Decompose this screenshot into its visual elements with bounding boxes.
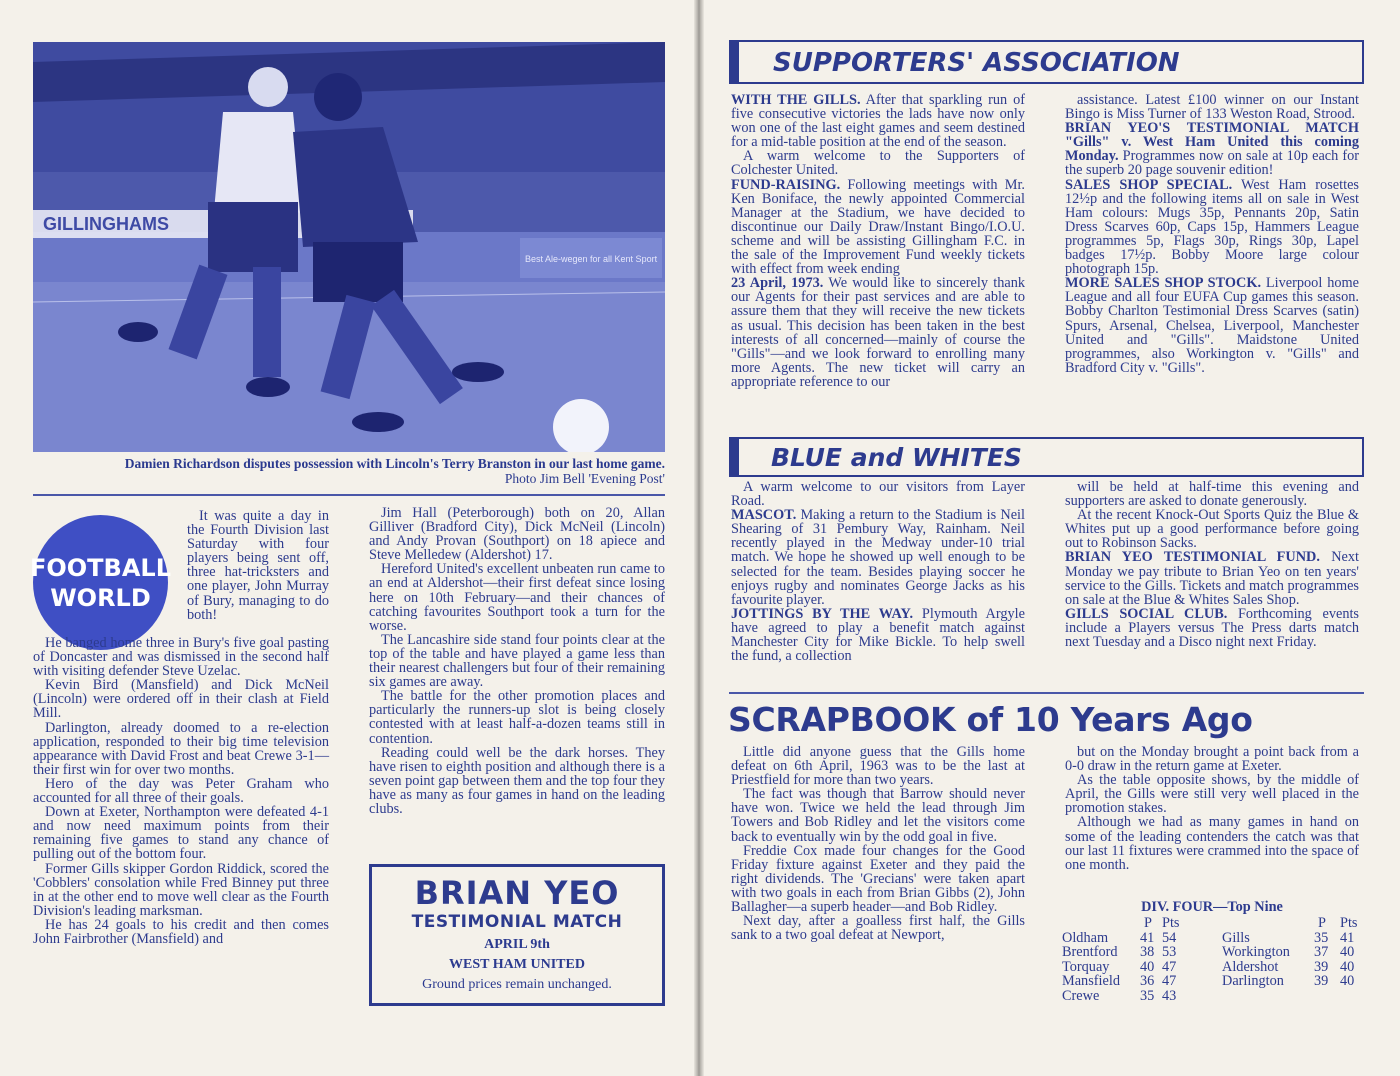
paragraph	[1065, 550, 1359, 606]
paragraph-lead: 23 April, 1973.	[731, 275, 824, 292]
cell-pts: 40	[1340, 973, 1355, 989]
paragraph	[1065, 607, 1359, 649]
match-photo	[33, 42, 665, 452]
bw-heading-box	[729, 437, 1364, 477]
bw-column-1	[731, 480, 1025, 663]
hoarding-right: Best Ale-wegen for all Kent Sport	[525, 254, 658, 264]
paragraph: The battle for the other promotion places and particularly the runners-up slot is being closely contested with at least half-a-dozen teams still in contention.	[369, 688, 665, 747]
cell-p: 37	[1314, 944, 1329, 960]
paragraph-text: Liverpool home League and all four EUFA Cup games this season. Bobby Charlton Testimonial Dress Scarves (satin) Spurs, Arsenal, Chelsea, Liverpool, Manchester United and "Gills". Maidstone United programmes, also Workington v. "Gills" and Bradford City v. "Gills".	[1065, 275, 1359, 376]
ad-note: Ground prices remain unchanged.	[422, 977, 612, 992]
paragraph-lead: SALES SHOP SPECIAL.	[1065, 176, 1233, 193]
paragraph	[731, 480, 1025, 508]
table-row	[1062, 931, 1197, 946]
left-page	[0, 0, 698, 1076]
heading-bar	[731, 42, 739, 82]
supporters-heading-box	[729, 40, 1364, 84]
paragraph-lead: FUND-RAISING.	[731, 176, 841, 193]
paragraph: He has 24 goals to his credit and then comes John Fairbrother (Mansfield) and	[33, 916, 329, 947]
header-p: P	[1144, 915, 1152, 931]
paragraph: He banged home three in Bury's five goal pasting of Doncaster and was dismissed in the second half with visiting defender Steve Uzelac.	[33, 635, 329, 680]
hoarding-left: GILLINGHAMS	[43, 214, 169, 234]
divider	[33, 494, 665, 496]
table-header	[1222, 916, 1362, 931]
cell-p: 36	[1140, 973, 1155, 989]
paragraph-text: A warm welcome to the Supporters of Colchester United.	[731, 148, 1025, 179]
table-row	[1062, 974, 1197, 989]
bw-heading: BLUE and WHITES	[771, 443, 1022, 472]
table-row	[1222, 931, 1362, 946]
paragraph-lead: BRIAN YEO'S TESTIMONIAL MATCH "Gills" v. West Ham United this coming Monday.	[1065, 120, 1359, 165]
ad-date: APRIL 9th	[484, 937, 550, 952]
paragraph-text: Making a return to the Stadium is Neil Shearing of 31 Pembury Way, Rainham. Neil recently played in the Medway under-10 trial match. We hope he showed up well enough to be selected for the team. Besides playing soccer he enjoys rugby and nominates George Jacks as his favourite player.	[731, 507, 1025, 608]
paragraph	[731, 276, 1025, 389]
paragraph: Former Gills skipper Gordon Riddick, scored the 'Cobblers' consolation while Fred Binney put three in at the other end to move well clear as the Fourth Division's leading marksman.	[33, 860, 329, 919]
paragraph-lead: GILLS SOCIAL CLUB.	[1065, 605, 1228, 622]
paragraph-text: West Ham rosettes 12½p and the following items all on sale in West Ham colours: Mugs 35p, Pennants 20p, Satin Dress Scarves 60p, Caps 15p, Hammers League programmes 5p, Flags 30p, Rings 30p, Lapel badges 17½p. Bobby Moore large colour photograph 15p.	[1065, 176, 1359, 278]
photo-illustration	[33, 42, 665, 452]
paragraph: Hereford United's excellent unbeaten run came to an end at Aldershot—their first defeat since losing here on 10th February—and their chances of catching favourites Southport took a turn for the worse.	[369, 561, 665, 634]
left-column-1	[33, 636, 329, 946]
paragraph: Kevin Bird (Mansfield) and Dick McNeil (Lincoln) were ordered off in their clash at Field Mill.	[33, 677, 329, 722]
cell-pts: 40	[1340, 958, 1355, 975]
cell-p: 40	[1140, 958, 1155, 975]
table-row	[1062, 960, 1197, 975]
paragraph	[1065, 121, 1359, 177]
football-world-badge	[29, 515, 172, 650]
cell-team: Gills	[1222, 929, 1250, 946]
ad-title: BRIAN YEO	[414, 874, 620, 912]
paragraph: Little did anyone guess that the Gills home defeat on 6th April, 1963 was to be the last at Priestfield for more than two years.	[731, 744, 1025, 789]
paragraph-text: We would like to sincerely thank our Agents for their past services and are able to assure them that they will receive the new tickets as usual. This decision has been taken in the best interests of all concerned—mainly of course the "Gills"—and we look forward to enrolling many more Agents. The new ticket will carry an appropriate reference to our	[731, 275, 1025, 390]
league-table-left	[1062, 916, 1197, 1003]
cell-p: 39	[1314, 973, 1329, 989]
photo-caption	[33, 456, 665, 486]
paragraph-text: Following meetings with Mr. Ken Boniface, the newly appointed Commercial Manager at the Stadium, we have decided to discontinue our Daily Draw/Instant Bingo/I.O.U. scheme and will be assisting Gillingham F.C. in the sale of the Improvement Fund weekly tickets with effect from week ending	[731, 176, 1025, 278]
paragraph-text: A warm welcome to our visitors from Layer Road.	[731, 479, 1025, 510]
paragraph-text: Forthcoming events include a Players versus The Press darts match next Tuesday and a Disco night next Friday.	[1065, 605, 1359, 651]
paragraph-text: will be held at half-time this evening and supporters are asked to donate generously.	[1065, 479, 1359, 510]
col1-intro	[187, 509, 329, 622]
table-row	[1062, 945, 1197, 960]
paragraph	[731, 607, 1025, 663]
badge-line2: WORLD	[50, 583, 151, 612]
sa-column-1	[731, 93, 1025, 389]
ad-subtitle: TESTIMONIAL MATCH	[411, 912, 623, 932]
paragraph-lead: JOTTINGS BY THE WAY.	[731, 605, 914, 622]
paragraph: Jim Hall (Peterborough) both on 20, Allan Gilliver (Bradford City), Dick McNeil (Lincoln) and Andy Provan (Southport) on 18 apiece and Steve Melledew (Aldershot) 17.	[369, 505, 665, 564]
cell-pts: 54	[1162, 929, 1177, 946]
header-p: P	[1318, 915, 1326, 931]
table-row	[1062, 989, 1197, 1004]
page-fold	[694, 0, 704, 1076]
paragraph: Although we had as many games in hand on some of the leading contenders the catch was that our last 11 fixtures were crammed into the space of one month.	[1065, 814, 1359, 873]
table-header	[1062, 916, 1197, 931]
cell-team: Torquay	[1062, 958, 1110, 975]
cell-team: Crewe	[1062, 987, 1100, 1004]
table-row	[1222, 945, 1362, 960]
cell-p: 38	[1140, 944, 1155, 960]
league-table-right	[1222, 916, 1362, 989]
divider	[729, 692, 1364, 694]
scrapbook-heading: SCRAPBOOK of 10 Years Ago	[728, 700, 1253, 739]
paragraph-text: Next Monday we pay tribute to Brian Yeo on ten years' service to the Gills. Tickets and match programmes on sale at the Blue & Whites Sales Shop.	[1065, 549, 1359, 608]
cell-p: 35	[1314, 929, 1329, 946]
paragraph: The Lancashire side stand four points clear at the top of the table and have played a game less than their nearest challengers but four of their remaining six games are away.	[369, 631, 665, 691]
cell-pts: 41	[1340, 929, 1355, 946]
badge-line1: FOOTBALL	[29, 553, 172, 582]
sa-column-2	[1065, 93, 1359, 375]
cell-team: Oldham	[1062, 929, 1109, 946]
paragraph	[731, 149, 1025, 177]
paragraph: Down at Exeter, Northampton were defeated 4-1 and now need maximum points from their remaining five games to stand any chance of pulling out of the bottom four.	[33, 804, 329, 863]
ad-opponent: WEST HAM UNITED	[449, 957, 585, 972]
cell-team: Workington	[1222, 944, 1290, 960]
paragraph: Freddie Cox made four changes for the Good Friday fixture against Exeter and they paid the right dividends. The 'Grecians' were taken apart with two goals in each from Brian Gibbs (2), John Ballagher—a superb header—and Bob Ridley.	[731, 842, 1025, 916]
paragraph-lead: WITH THE GILLS.	[731, 92, 861, 108]
paragraph-text: Plymouth Argyle have agreed to play a benefit match against Manchester City for Mike Bickle. To help swell the fund, a collection	[731, 605, 1025, 665]
cell-pts: 53	[1162, 944, 1177, 960]
cell-pts: 47	[1162, 973, 1177, 989]
cell-p: 35	[1140, 987, 1155, 1004]
paragraph	[1065, 276, 1359, 375]
paragraph	[1065, 178, 1359, 277]
right-page	[700, 0, 1400, 1076]
paragraph: Hero of the day was Peter Graham who accounted for all three of their goals.	[33, 775, 329, 807]
paragraph	[1065, 93, 1359, 121]
intro-paragraph: It was quite a day in the Fourth Division last Saturday with four players being sent off, three hat-tricksters and one player, John Murray of Bury, managing to do both!	[187, 508, 329, 623]
paragraph-text: At the recent Knock-Out Sports Quiz the Blue & Whites put up a good performance before going out to Robinson Sacks.	[1065, 507, 1359, 552]
paragraph: but on the Monday brought a point back from a 0-0 draw in the return game at Exeter.	[1065, 744, 1359, 775]
paragraph-text: assistance. Latest £100 winner on our Instant Bingo is Miss Turner of 133 Weston Road, Strood.	[1065, 92, 1359, 123]
paragraph	[731, 93, 1025, 149]
paragraph-text: After that sparkling run of five consecutive victories the lads have now only won one of the last eight games and seem destined for a mid-table position at the end of the season.	[731, 92, 1025, 151]
paragraph: Next day, after a goalless first half, the Gills sank to a two goal defeat at Newport,	[731, 913, 1025, 944]
photo-credit: Photo Jim Bell 'Evening Post'	[504, 471, 665, 486]
paragraph: The fact was though that Barrow should never have won. Twice we held the lead through Jim Towers and Bob Ridley and let the visitors come back to eventually win by the odd goal in five.	[731, 786, 1025, 845]
bw-column-2	[1065, 480, 1359, 649]
paragraph: Reading could well be the dark horses. They have risen to eighth position and although there is a seven point gap between them and the top four they have as many as four games in hand on the leading clubs.	[369, 744, 665, 817]
cell-p: 39	[1314, 958, 1329, 975]
cell-pts: 43	[1162, 987, 1177, 1004]
cell-pts: 40	[1340, 944, 1355, 960]
table-title: DIV. FOUR—Top Nine	[1141, 899, 1283, 915]
paragraph	[1065, 480, 1359, 508]
testimonial-ad	[369, 864, 665, 1006]
heading-bar	[731, 439, 739, 475]
sb-column-2	[1065, 745, 1359, 872]
header-pts: Pts	[1162, 915, 1180, 931]
cell-p: 41	[1140, 929, 1155, 946]
paragraph-text: Programmes now on sale at 10p each for the superb 20 page souvenir edition!	[1065, 148, 1359, 179]
paragraph: Darlington, already doomed to a re-election application, responded to their big time television appearance with David Frost and beat Crewe 3-1—their first win for over two months.	[33, 719, 329, 778]
supporters-heading: SUPPORTERS' ASSOCIATION	[773, 48, 1180, 78]
table-row	[1222, 960, 1362, 975]
paragraph-lead: MORE SALES SHOP STOCK.	[1065, 275, 1262, 292]
paragraph	[1065, 508, 1359, 550]
paragraph-lead: BRIAN YEO TESTIMONIAL FUND.	[1065, 549, 1320, 566]
caption-text: Damien Richardson disputes possession with Lincoln's Terry Branston in our last home game.	[124, 456, 665, 471]
sb-column-1	[731, 745, 1025, 942]
cell-team: Darlington	[1222, 973, 1284, 989]
table-row	[1222, 974, 1362, 989]
paragraph	[731, 178, 1025, 277]
paragraph: As the table opposite shows, by the middle of April, the Gills were still very well placed in the promotion stakes.	[1065, 772, 1359, 817]
header-pts: Pts	[1340, 915, 1358, 931]
cell-team: Brentford	[1062, 944, 1118, 960]
paragraph-lead: MASCOT.	[731, 507, 797, 524]
cell-team: Mansfield	[1062, 973, 1120, 989]
paragraph	[731, 508, 1025, 607]
left-column-2	[369, 506, 665, 816]
cell-pts: 47	[1162, 958, 1177, 975]
cell-team: Aldershot	[1222, 958, 1279, 975]
